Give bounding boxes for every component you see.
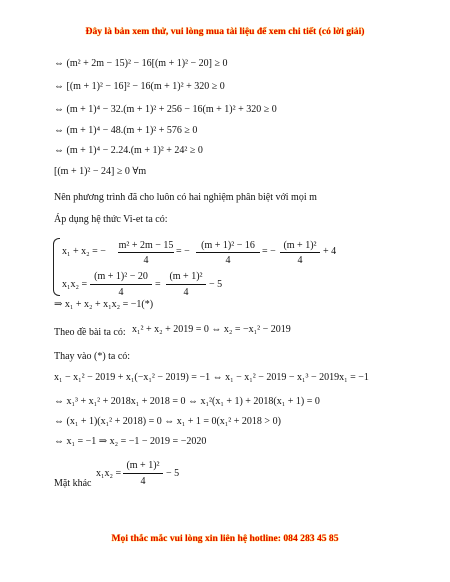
eq-line-7: ⇒ x₁ + x₂ + x₁x₂ = −1(*) [54,299,154,310]
frac1-num: m² + 2m − 15 [118,240,174,251]
frac3-bar [280,252,320,253]
eq-line-6: [(m + 1)² − 24] ≥ 0 ∀m [54,166,147,177]
text-conclusion: Nên phương trình đã cho luôn có hai nghiệm phân biệt với mọi m [54,192,317,203]
prod-left: x₁x₂ = [62,279,88,290]
frac5-num: (m + 1)² [169,271,203,282]
frac5-bar [166,284,206,285]
eq-line-8: x₁² + x₂ + 2019 = 0 ⇔ x₂ = −x₁² − 2019 [132,324,291,335]
prod-eq2: = [155,279,161,290]
eq-line-10: ⇔ x₁³ + x₁² + 2018x₁ + 2018 = 0 ⇔ x₁²(x₁ + 1) + 2018(x₁ + 1) = 0 [54,396,320,407]
frac3-num: (m + 1)² [283,240,317,251]
text-vieta: Áp dụng hệ thức Vi-et ta có: [54,214,168,225]
hotline-footer: Mọi thắc mắc vui lòng xin liên hệ hotline: 084 283 45 85 [111,533,339,544]
system-brace [53,238,60,296]
preview-notice: Đây là bản xem thử, vui lòng mua tài liệu để xem chi tiết (có lời giải) [85,26,365,37]
eq-line-3: ⇔ (m + 1)⁴ − 32.(m + 1)² + 256 − 16(m + 1)² + 320 ≥ 0 [54,104,277,115]
frac2-num: (m + 1)² − 16 [201,240,255,251]
eq-line-1: ⇔ (m² + 2m − 15)² − 16[(m + 1)² − 20] ≥ 0 [54,58,228,69]
frac4-bar [90,284,152,285]
sum-tail: + 4 [323,246,337,257]
eq-line-11: ⇔ (x₁ + 1)(x₁² + 2018) = 0 ⇔ x₁ + 1 = 0(x₁² + 2018 > 0) [54,416,281,427]
eq-line-5: ⇔ (m + 1)⁴ − 2.24.(m + 1)² + 24² ≥ 0 [54,145,203,156]
frac4-den: 4 [118,287,124,298]
eq-line-9: x₁ − x₁² − 2019 + x₁(−x₁² − 2019) = −1 ⇔ x₁ − x₁² − 2019 − x₁³ − 2019x₁ = −1 [54,372,369,383]
text-substitute: Thay vào (*) ta có: [54,351,131,362]
text-given: Theo đề bài ta có: [54,327,126,338]
frac1-bar [118,252,174,253]
sum-eq3: = − [262,246,276,257]
eq-line-12: ⇔ x₁ = −1 ⇒ x₂ = −1 − 2019 = −2020 [54,436,207,447]
prod2-tail: − 5 [166,468,180,479]
sum-left: x₁ + x₂ = − [62,246,106,257]
frac4-num: (m + 1)² − 20 [94,271,148,282]
frac6-bar [123,473,163,474]
eq-line-4: ⇔ (m + 1)⁴ − 48.(m + 1)² + 576 ≥ 0 [54,125,198,136]
frac6-den: 4 [140,476,146,487]
prod-tail: − 5 [209,279,223,290]
frac3-den: 4 [297,255,303,266]
frac6-num: (m + 1)² [126,460,160,471]
frac1-den: 4 [143,255,149,266]
text-otherwise: Mặt khác [54,478,92,489]
eq-line-2: ⇔ [(m + 1)² − 16]² − 16(m + 1)² + 320 ≥ 0 [54,81,225,92]
sum-eq2: = − [176,246,190,257]
frac2-den: 4 [225,255,231,266]
prod2-left: x₁x₂ = [96,468,122,479]
frac5-den: 4 [183,287,189,298]
frac2-bar [196,252,260,253]
